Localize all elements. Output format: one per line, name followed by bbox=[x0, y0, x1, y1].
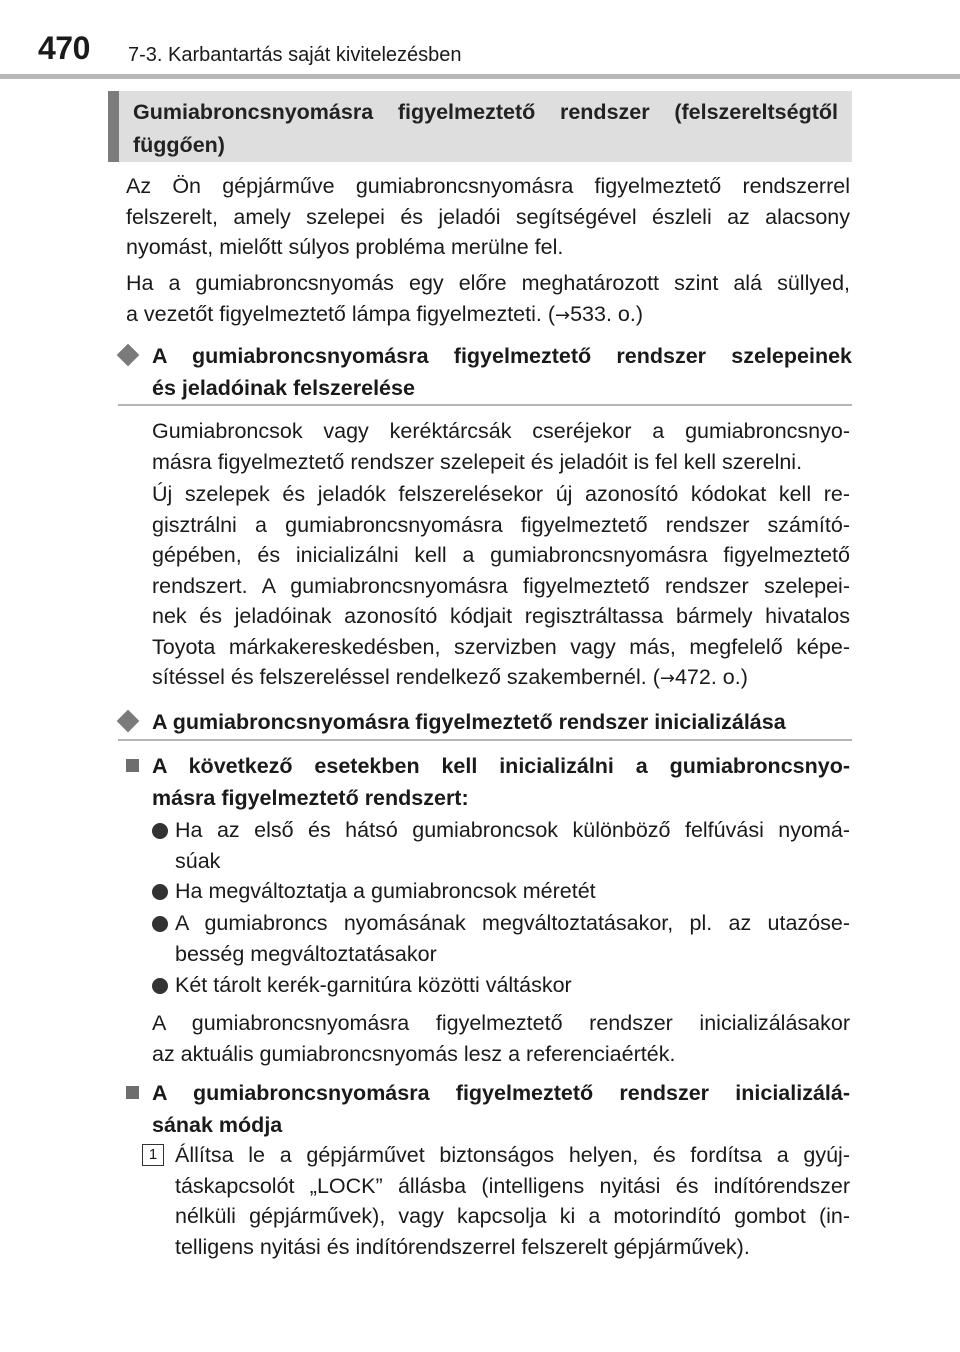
when-bullet-3 bbox=[152, 908, 850, 969]
intro-p2-line-1: Ha a gumiabroncsnyomás egy előre meghatározott szint alá süllyed, bbox=[126, 271, 850, 295]
install-p2-line-6: Toyota márkakereskedésben, szervizben vagy más, megfelelő képe- bbox=[152, 634, 850, 659]
round-bullet-icon bbox=[152, 916, 168, 932]
when-heading-line-1: A következő esetekben kell inicializálni a gumiabroncsnyo- bbox=[152, 754, 850, 778]
step-number-box: 1 bbox=[142, 1144, 164, 1166]
when-bullet-2 bbox=[152, 876, 850, 907]
install-p1-line-1: Gumiabroncsok vagy keréktárcsák cseréjekor a gumiabroncsnyo- bbox=[152, 419, 850, 443]
when-bullet-1 bbox=[152, 815, 850, 876]
intro-paragraph-2 bbox=[126, 268, 850, 331]
install-p2-line-2: gisztrálni a gumiabroncsnyomásra figyelmeztető rendszer számító- bbox=[152, 512, 850, 537]
when-note bbox=[152, 1008, 850, 1069]
install-p1-line-2: másra figyelmeztető rendszer szelepeit és jeladóit is fel kell szerelni. bbox=[152, 449, 803, 474]
install-p2-line-5: nek és jeladóinak azonosító kódjait regisztráltassa bármely hivatalos bbox=[152, 604, 850, 628]
when-bullet-3-line-2: besség megváltoztatásakor bbox=[175, 941, 437, 966]
chapter-title: 7-3. Karbantartás saját kivitelezésben bbox=[128, 44, 462, 66]
round-bullet-icon bbox=[152, 978, 168, 994]
section-title-line-1: Gumiabroncsnyomásra figyelmeztető rendszer (felszereltségtől bbox=[133, 100, 838, 124]
install-heading-line-1: A gumiabroncsnyomásra figyelmeztető rendszer szelepeinek bbox=[152, 344, 852, 368]
install-heading-line-2: és jeladóinak felszerelése bbox=[152, 376, 415, 400]
step-1-line-2: táskapcsolót „LOCK” állásba (intelligens nyitási és indítórendszer bbox=[175, 1173, 850, 1198]
section-title-line-2: függően) bbox=[133, 133, 225, 157]
page-reference-533[interactable]: 533. o.) bbox=[570, 301, 644, 326]
page-reference-arrow-icon: → bbox=[555, 304, 571, 326]
step-1-line-3: nélküli gépjárművek), vagy kapcsolja ki a motorindító gombot (in- bbox=[175, 1204, 850, 1228]
install-p2-line-7 bbox=[152, 662, 850, 695]
page-number: 470 bbox=[38, 30, 90, 66]
square-bullet-icon bbox=[126, 1086, 139, 1099]
install-p2-line-3: gépében, és inicializálni kell a gumiabroncsnyomásra figyelmeztető bbox=[152, 543, 850, 567]
when-heading bbox=[126, 750, 850, 814]
intro-p1-line-3: nyomást, mielőtt súlyos probléma merülne fel. bbox=[126, 235, 564, 259]
install-paragraph-1 bbox=[152, 416, 850, 477]
when-bullet-4 bbox=[152, 970, 850, 1001]
intro-p2-line-2 bbox=[126, 299, 850, 332]
intro-p1-line-2: felszerelt, amely szelepei és jeladói segítségével észleli az alacsony bbox=[126, 204, 850, 229]
when-note-line-1: A gumiabroncsnyomásra figyelmeztető rendszer inicializálásakor bbox=[152, 1011, 850, 1035]
install-p2-line-1: Új szelepek és jeladók felszerelésekor új azonosító kódokat kell re- bbox=[152, 482, 850, 506]
section-title-box bbox=[108, 91, 852, 162]
when-bullet-3-line-1: A gumiabroncs nyomásának megváltoztatásakor, pl. az utazóse- bbox=[175, 911, 850, 935]
square-bullet-icon bbox=[126, 759, 139, 772]
when-bullet-4-text: Két tárolt kerék-garnitúra közötti váltáskor bbox=[175, 973, 572, 997]
page-reference-arrow-icon: → bbox=[659, 668, 675, 689]
init-heading-text: A gumiabroncsnyomásra figyelmeztető rendszer inicializálása bbox=[152, 710, 786, 734]
when-bullet-1-line-2: súak bbox=[175, 848, 221, 873]
header-rule bbox=[0, 74, 960, 79]
round-bullet-icon bbox=[152, 884, 168, 900]
method-heading bbox=[126, 1077, 850, 1141]
step-1-line-4: telligens nyitási és indítórendszerrel felszerelt gépjárművek). bbox=[175, 1234, 750, 1259]
install-heading bbox=[120, 340, 852, 404]
method-heading-line-1: A gumiabroncsnyomásra figyelmeztető rendszer inicializálá- bbox=[152, 1081, 850, 1105]
install-heading-rule bbox=[118, 404, 852, 406]
install-p2-line-4: rendszert. A gumiabroncsnyomásra figyelmeztető rendszer szelepei- bbox=[152, 573, 850, 598]
init-heading-rule bbox=[118, 739, 852, 741]
when-note-line-2: az aktuális gumiabroncsnyomás lesz a referenciaérték. bbox=[152, 1041, 676, 1066]
intro-p2-text-a: a vezetőt figyelmeztető lámpa figyelmezteti. ( bbox=[126, 301, 555, 326]
when-heading-line-2: másra figyelmeztető rendszert: bbox=[152, 786, 469, 810]
when-bullet-1-line-1: Ha az első és hátsó gumiabroncsok különböző felfúvási nyomá- bbox=[175, 818, 850, 842]
step-1-line-1: Állítsa le a gépjárművet biztonságos helyen, és fordítsa a gyúj- bbox=[175, 1143, 850, 1167]
install-paragraph-2 bbox=[152, 479, 850, 695]
intro-paragraph-1 bbox=[126, 171, 850, 263]
install-p2-text-a: sítéssel és felszereléssel rendelkező szakembernél. ( bbox=[152, 665, 660, 689]
round-bullet-icon bbox=[152, 823, 168, 839]
init-heading bbox=[120, 706, 852, 738]
step-1-text bbox=[175, 1140, 850, 1262]
intro-p1-line-1: Az Ön gépjárműve gumiabroncsnyomásra figyelmeztető rendszerrel bbox=[126, 174, 850, 198]
page-reference-472[interactable]: 472. o.) bbox=[674, 665, 748, 689]
method-heading-line-2: sának módja bbox=[152, 1113, 283, 1137]
when-bullet-2-text: Ha megváltoztatja a gumiabroncsok méretét bbox=[175, 879, 596, 903]
